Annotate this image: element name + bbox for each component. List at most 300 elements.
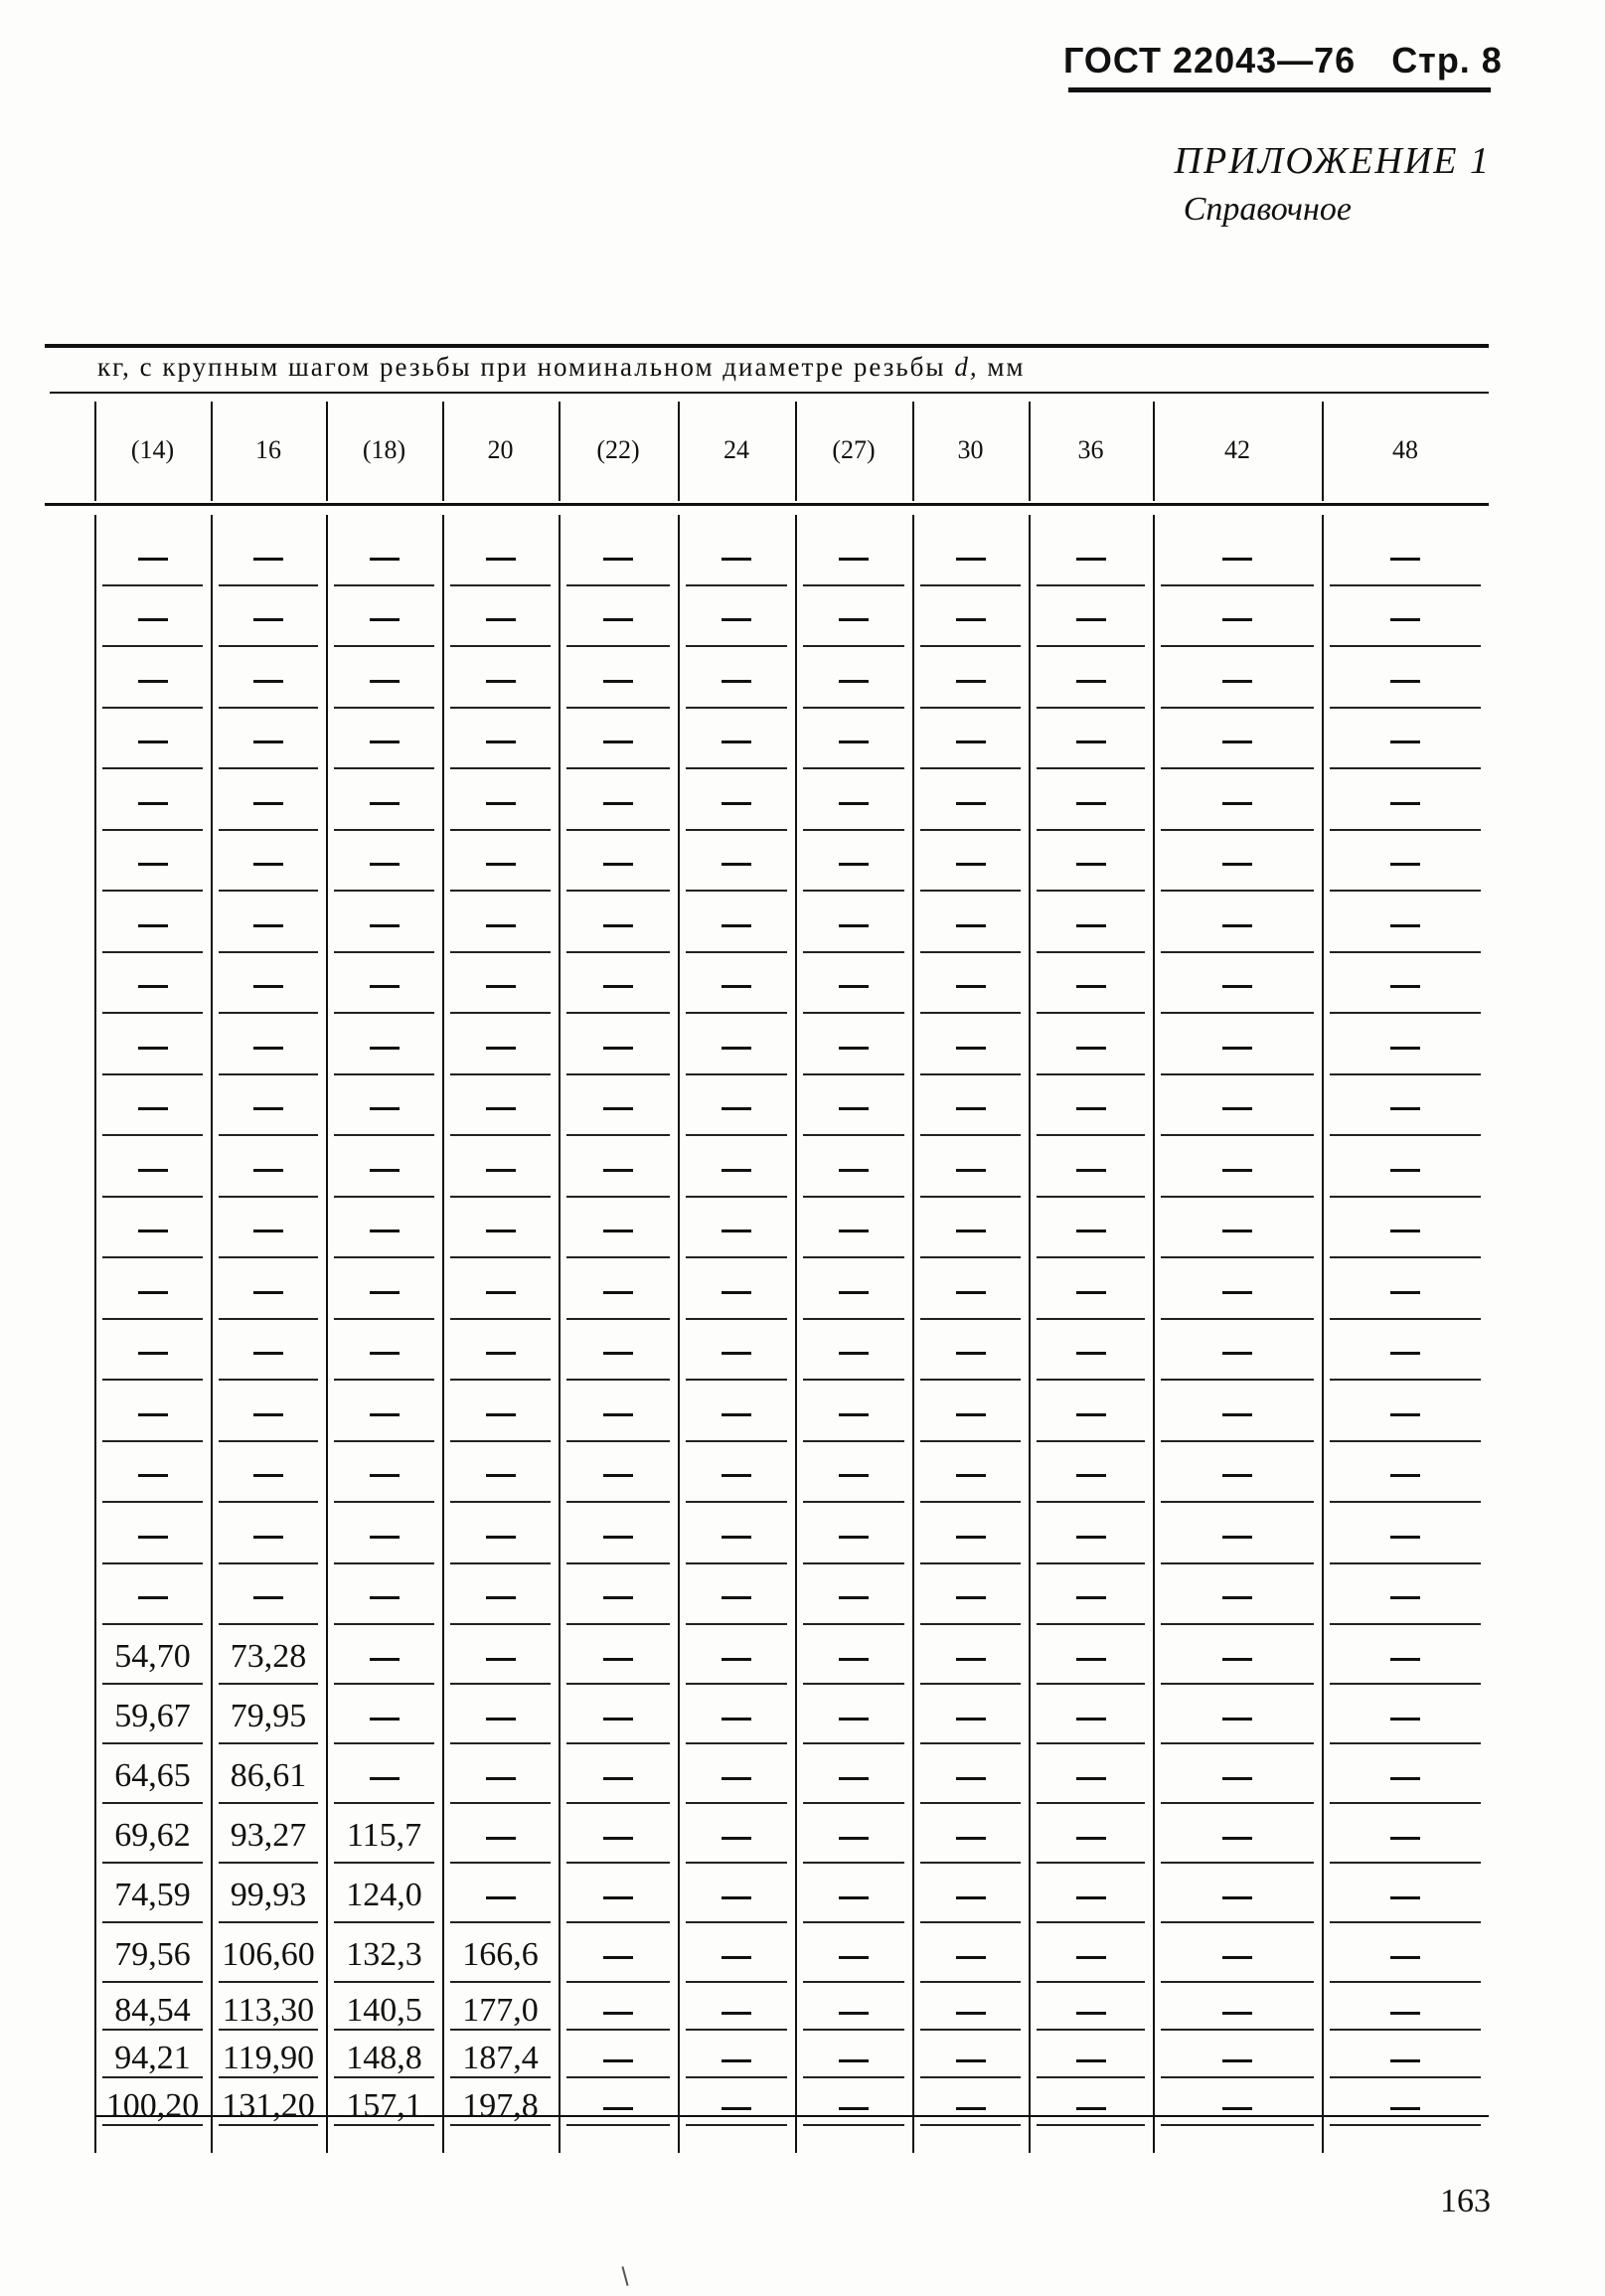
cell-underline <box>566 1134 670 1136</box>
cell-underline <box>450 1862 551 1864</box>
dash-mark <box>486 1777 516 1780</box>
cell-underline <box>803 2124 904 2126</box>
dash-mark <box>603 558 633 561</box>
cell-underline <box>1037 1562 1145 1564</box>
cell-underline <box>803 1134 904 1136</box>
dash-mark <box>603 924 633 927</box>
dash-mark <box>253 1596 283 1599</box>
cell-underline <box>1037 1921 1145 1923</box>
table-cell <box>94 1446 211 1502</box>
dash-mark <box>1076 1352 1106 1355</box>
cell-underline <box>1161 1862 1314 1864</box>
table-cell <box>1153 529 1322 584</box>
table-cell <box>912 1018 1029 1073</box>
table-cell <box>795 1568 912 1624</box>
document-header <box>1063 40 1503 82</box>
cell-underline <box>920 1802 1021 1804</box>
table-cell <box>559 1868 678 1923</box>
cell-underline <box>219 2076 318 2078</box>
table-cell <box>1153 1868 1322 1923</box>
table-top-rule <box>45 344 1489 348</box>
table-cell <box>912 1079 1029 1135</box>
cell-underline <box>686 1501 787 1503</box>
dash-mark <box>138 558 168 561</box>
table-cell <box>326 1140 442 1196</box>
table-cell <box>1322 590 1489 646</box>
dash-mark <box>1076 1596 1106 1599</box>
cell-underline <box>920 584 1021 586</box>
caption-unit: мм <box>987 352 1026 382</box>
table-cell <box>678 529 795 584</box>
dash-mark <box>956 1047 986 1050</box>
cell-underline <box>1161 1196 1314 1198</box>
cell-underline <box>1330 1862 1481 1864</box>
table-cell <box>326 529 442 584</box>
cell-underline <box>450 645 551 647</box>
cell-underline <box>219 1256 318 1258</box>
dash-mark <box>722 1718 751 1721</box>
table-cell <box>1322 773 1489 829</box>
cell-underline <box>686 2076 787 2078</box>
cell-underline <box>686 2124 787 2126</box>
table-cell <box>1153 1927 1322 1983</box>
cell-underline <box>686 951 787 953</box>
cell-underline <box>1161 1742 1314 1744</box>
cell-underline <box>920 1073 1021 1075</box>
cell-underline <box>686 1073 787 1075</box>
table-cell <box>211 590 326 646</box>
cell-underline <box>1330 1742 1481 1744</box>
table-cell <box>912 1324 1029 1380</box>
table-cell <box>912 1568 1029 1624</box>
table-cell <box>442 1324 559 1380</box>
scan-mark <box>621 2266 628 2286</box>
dash-mark <box>1390 1896 1420 1899</box>
dash-mark <box>956 1107 986 1110</box>
cell-underline <box>1161 1012 1314 1014</box>
dash-mark <box>956 1474 986 1477</box>
dash-mark <box>1076 680 1106 683</box>
dash-mark <box>138 1352 168 1355</box>
table-cell <box>1029 1868 1153 1923</box>
table-cell <box>1153 1748 1322 1804</box>
dash-mark <box>956 863 986 866</box>
table-cell <box>1153 1202 1322 1257</box>
cell-underline <box>920 767 1021 769</box>
dash-mark <box>1222 1956 1252 1959</box>
table-cell <box>442 957 559 1013</box>
dash-mark <box>839 1718 869 1721</box>
cell-underline <box>566 767 670 769</box>
table-cell <box>211 896 326 951</box>
table-cell <box>442 1262 559 1318</box>
dash-mark <box>839 1169 869 1172</box>
cell-underline <box>566 1683 670 1685</box>
table-cell: 177,0 <box>462 1992 539 2029</box>
dash-mark <box>1390 1658 1420 1661</box>
table-cell <box>559 1079 678 1135</box>
table-cell <box>211 773 326 829</box>
cell-underline <box>219 1862 318 1864</box>
table-cell <box>1153 835 1322 891</box>
cell-underline <box>102 1134 203 1136</box>
dash-mark <box>138 618 168 621</box>
cell-underline <box>1330 645 1481 647</box>
table-cell <box>795 590 912 646</box>
column-header: (22) <box>596 435 640 464</box>
cell-underline <box>450 1440 551 1442</box>
table-cell <box>1029 1018 1153 1073</box>
cell-underline <box>102 584 203 586</box>
dash-mark <box>1076 1718 1106 1721</box>
dash-mark <box>370 924 400 927</box>
cell-underline <box>1161 2076 1314 2078</box>
cell-underline <box>1037 1012 1145 1014</box>
dash-mark <box>1390 1047 1420 1050</box>
dash-mark <box>138 1169 168 1172</box>
dash-mark <box>1390 1474 1420 1477</box>
dash-mark <box>722 924 751 927</box>
dash-mark <box>603 1230 633 1232</box>
table-cell <box>678 1568 795 1624</box>
cell-underline <box>334 2029 434 2031</box>
cell-underline <box>920 1256 1021 1258</box>
table-cell <box>559 1262 678 1318</box>
table-cell <box>678 835 795 891</box>
cell-underline <box>1037 1134 1145 1136</box>
table-cell <box>678 1385 795 1440</box>
dash-mark <box>722 1291 751 1294</box>
table-cell <box>326 713 442 768</box>
cell-underline <box>102 645 203 647</box>
table-cell <box>1029 590 1153 646</box>
cell-underline <box>1037 1683 1145 1685</box>
cell-underline <box>1330 584 1481 586</box>
gost-number: ГОСТ 22043—76 <box>1063 40 1357 81</box>
cell-underline <box>1037 1742 1145 1744</box>
table-cell <box>326 957 442 1013</box>
cell-underline <box>450 1802 551 1804</box>
cell-underline <box>1037 707 1145 709</box>
cell-underline <box>450 1379 551 1381</box>
table-cell <box>1029 1385 1153 1440</box>
table-cell <box>678 1629 795 1685</box>
dash-mark <box>603 2012 633 2015</box>
dash-mark <box>1390 618 1420 621</box>
dash-mark <box>956 802 986 805</box>
cell-underline <box>686 1256 787 1258</box>
table-cell <box>1153 1385 1322 1440</box>
dash-mark <box>722 1474 751 1477</box>
cell-underline <box>1161 829 1314 831</box>
cell-underline <box>566 1440 670 1442</box>
table-cell <box>795 1079 912 1135</box>
cell-underline <box>1330 1921 1481 1923</box>
table-cell <box>442 1507 559 1562</box>
table-cell <box>94 957 211 1013</box>
dash-mark <box>603 1291 633 1294</box>
dash-mark <box>1076 1956 1106 1959</box>
cell-underline <box>219 1379 318 1381</box>
cell-underline <box>1161 584 1314 586</box>
dash-mark <box>486 1169 516 1172</box>
cell-underline <box>450 951 551 953</box>
dash-mark <box>603 1047 633 1050</box>
table-cell: 140,5 <box>346 1992 422 2029</box>
table-cell <box>559 1018 678 1073</box>
cell-underline <box>334 1256 434 1258</box>
dash-mark <box>1076 924 1106 927</box>
caption-variable: d, <box>954 352 979 382</box>
cell-underline <box>1037 2029 1145 2031</box>
appendix-subtitle: Справочное <box>1183 191 1352 228</box>
cell-underline <box>566 1623 670 1625</box>
table-cell <box>678 1507 795 1562</box>
dash-mark <box>138 1107 168 1110</box>
table-cell <box>1322 713 1489 768</box>
cell-underline <box>219 1501 318 1503</box>
cell-underline <box>803 2029 904 2031</box>
table-cell <box>442 1748 559 1804</box>
dash-mark <box>370 1107 400 1110</box>
cell-underline <box>219 767 318 769</box>
dash-mark <box>603 740 633 743</box>
table-cell <box>211 835 326 891</box>
cell-underline <box>920 1501 1021 1503</box>
dash-mark <box>839 924 869 927</box>
dash-mark <box>722 680 751 683</box>
cell-underline <box>334 645 434 647</box>
dash-mark <box>138 1230 168 1232</box>
cell-underline <box>334 707 434 709</box>
cell-underline <box>334 767 434 769</box>
dash-mark <box>253 1413 283 1416</box>
table-cell <box>1153 713 1322 768</box>
table-cell <box>678 2035 795 2082</box>
dash-mark <box>1222 2107 1252 2110</box>
column-header: (27) <box>832 435 876 464</box>
dash-mark <box>722 1956 751 1959</box>
cell-underline <box>566 1742 670 1744</box>
cell-underline <box>334 1501 434 1503</box>
cell-underline <box>566 1921 670 1923</box>
dash-mark <box>370 1230 400 1232</box>
cell-underline <box>102 1862 203 1864</box>
cell-underline <box>686 1802 787 1804</box>
cell-underline <box>1037 951 1145 953</box>
dash-mark <box>1076 1291 1106 1294</box>
table-cell <box>1153 1507 1322 1562</box>
dash-mark <box>956 924 986 927</box>
table-cell: 119,90 <box>222 2040 315 2076</box>
table-cell <box>1029 1568 1153 1624</box>
cell-underline <box>920 1318 1021 1320</box>
dash-mark <box>956 2012 986 2015</box>
cell-underline <box>686 1379 787 1381</box>
dash-mark <box>603 2059 633 2062</box>
dash-mark <box>138 1474 168 1477</box>
cell-underline <box>334 1073 434 1075</box>
cell-underline <box>1161 1562 1314 1564</box>
cell-underline <box>686 1683 787 1685</box>
cell-underline <box>219 584 318 586</box>
dash-mark <box>1390 1107 1420 1110</box>
dash-mark <box>722 618 751 621</box>
dash-mark <box>1390 2012 1420 2015</box>
table-cell <box>795 2082 912 2130</box>
table-cell: 166,6 <box>462 1936 539 1973</box>
table-cell: 197,8 <box>462 2087 539 2124</box>
cell-underline <box>803 1196 904 1198</box>
dash-mark <box>722 558 751 561</box>
cell-underline <box>920 1862 1021 1864</box>
table-cell <box>678 1446 795 1502</box>
dash-mark <box>1222 1047 1252 1050</box>
table-cell <box>1029 1202 1153 1257</box>
dash-mark <box>370 863 400 866</box>
caption-text: кг, с крупным шагом резьбы при номинальном диаметре резьбы <box>97 352 946 382</box>
dash-mark <box>1076 2012 1106 2015</box>
cell-underline <box>1037 1623 1145 1625</box>
cell-underline <box>334 1379 434 1381</box>
cell-underline <box>1037 645 1145 647</box>
cell-underline <box>1037 1073 1145 1075</box>
dash-mark <box>603 1777 633 1780</box>
table-cell <box>678 773 795 829</box>
cell-underline <box>1330 1562 1481 1564</box>
cell-underline <box>450 1196 551 1198</box>
cell-underline <box>1037 584 1145 586</box>
cell-underline <box>566 1501 670 1503</box>
table-cell <box>1322 957 1489 1013</box>
table-cell <box>1322 1140 1489 1196</box>
table-cell <box>442 1079 559 1135</box>
dash-mark <box>253 680 283 683</box>
dash-mark <box>1390 1352 1420 1355</box>
cell-underline <box>102 1921 203 1923</box>
dash-mark <box>1222 1596 1252 1599</box>
table-cell <box>1322 1689 1489 1744</box>
cell-underline <box>686 1862 787 1864</box>
dash-mark <box>956 2059 986 2062</box>
dash-mark <box>1222 985 1252 988</box>
dash-mark <box>839 1896 869 1899</box>
dash-mark <box>956 1837 986 1840</box>
cell-underline <box>803 1742 904 1744</box>
dash-mark <box>138 680 168 683</box>
cell-underline <box>1037 890 1145 892</box>
dash-mark <box>486 802 516 805</box>
table-cell <box>559 896 678 951</box>
cell-underline <box>102 1440 203 1442</box>
dash-mark <box>1222 1352 1252 1355</box>
table-cell <box>1153 896 1322 951</box>
table-cell <box>442 1868 559 1923</box>
table-cell <box>1029 1689 1153 1744</box>
table-cell <box>1029 1808 1153 1864</box>
table-cell <box>94 529 211 584</box>
dash-mark <box>1390 924 1420 927</box>
table-cell <box>1029 1927 1153 1983</box>
dash-mark <box>370 802 400 805</box>
cell-underline <box>803 1623 904 1625</box>
cell-underline <box>334 1012 434 1014</box>
dash-mark <box>722 1413 751 1416</box>
table-cell <box>912 1927 1029 1983</box>
dash-mark <box>1390 1230 1420 1232</box>
cell-underline <box>566 2076 670 2078</box>
dash-mark <box>253 863 283 866</box>
cell-underline <box>920 645 1021 647</box>
cell-underline <box>920 829 1021 831</box>
cell-underline <box>1161 951 1314 953</box>
table-cell <box>326 1262 442 1318</box>
table-cell <box>1322 2035 1489 2082</box>
dash-mark <box>839 985 869 988</box>
cell-underline <box>334 1134 434 1136</box>
dash-mark <box>1076 558 1106 561</box>
cell-underline <box>803 2076 904 2078</box>
table-cell <box>1153 773 1322 829</box>
dash-mark <box>839 1837 869 1840</box>
dash-mark <box>138 924 168 927</box>
table-cell: 79,95 <box>230 1698 307 1734</box>
dash-mark <box>138 1536 168 1539</box>
cell-underline <box>102 1501 203 1503</box>
cell-underline <box>1161 1683 1314 1685</box>
dash-mark <box>370 1658 400 1661</box>
dash-mark <box>138 1413 168 1416</box>
table-cell <box>94 1202 211 1257</box>
dash-mark <box>956 1777 986 1780</box>
cell-underline <box>686 1562 787 1564</box>
cell-underline <box>450 2076 551 2078</box>
cell-underline <box>102 1196 203 1198</box>
dash-mark <box>956 1291 986 1294</box>
table-cell: 124,0 <box>346 1877 422 1913</box>
cell-underline <box>334 951 434 953</box>
dash-mark <box>253 1291 283 1294</box>
table-cell <box>912 2082 1029 2130</box>
cell-underline <box>920 890 1021 892</box>
table-cell <box>442 590 559 646</box>
cell-underline <box>1161 2124 1314 2126</box>
table-cell <box>1322 1868 1489 1923</box>
table-cell <box>912 1868 1029 1923</box>
table-cell <box>559 1140 678 1196</box>
cell-underline <box>1330 1012 1481 1014</box>
table-cell <box>912 1385 1029 1440</box>
dash-mark <box>603 1352 633 1355</box>
table-cell: 84,54 <box>114 1992 191 2029</box>
dash-mark <box>722 740 751 743</box>
dash-mark <box>1390 985 1420 988</box>
cell-underline <box>1161 1981 1314 1983</box>
cell-underline <box>920 1921 1021 1923</box>
cell-underline <box>920 1379 1021 1381</box>
table-cell <box>94 1079 211 1135</box>
table-cell <box>559 651 678 707</box>
dash-mark <box>1076 802 1106 805</box>
cell-underline <box>803 1073 904 1075</box>
table-cell <box>1322 1324 1489 1380</box>
table-cell <box>1153 1079 1322 1135</box>
cell-underline <box>1330 890 1481 892</box>
dash-mark <box>722 2012 751 2015</box>
column-header: 42 <box>1224 435 1250 464</box>
cell-underline <box>566 584 670 586</box>
column-header: 24 <box>723 435 749 464</box>
